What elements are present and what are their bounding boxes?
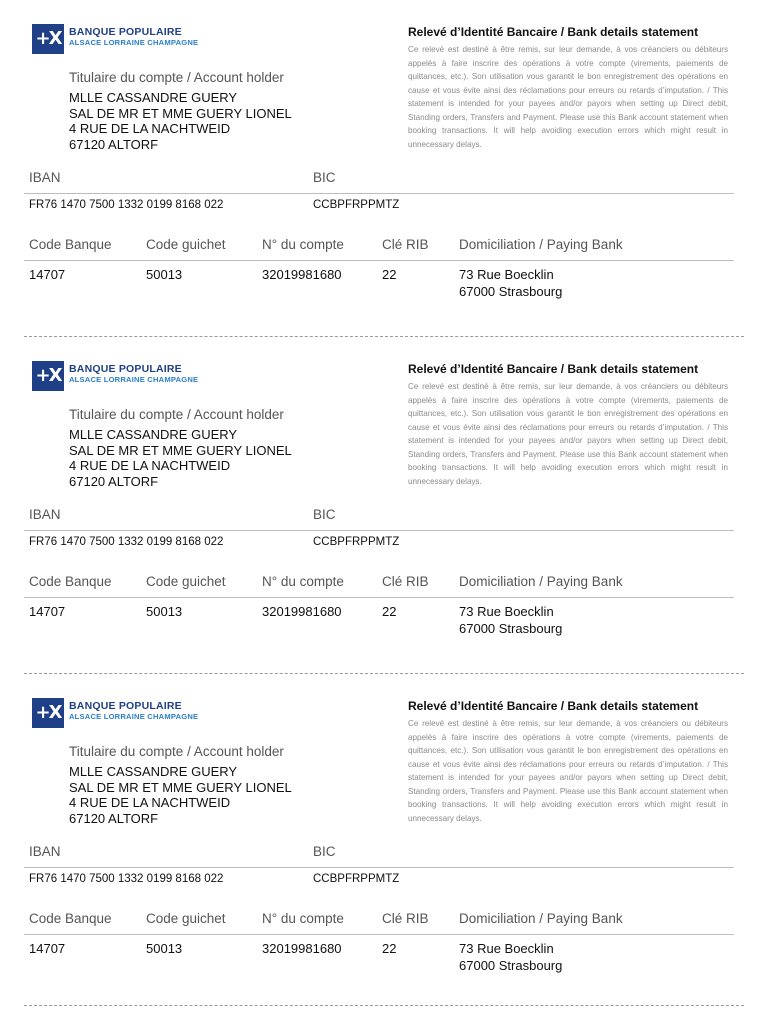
domiciliation-line1: 73 Rue Boecklin xyxy=(459,267,554,282)
account-number-label: N° du compte xyxy=(262,574,344,589)
code-guichet-value: 50013 xyxy=(146,941,183,956)
holder-line: 67120 ALTORF xyxy=(69,136,159,152)
statement-body: Ce relevé est destiné à être remis, sur leur demande, à vos créanciers ou débiteurs appelés à faire inscrire des opérations à votre compte (virements, paiements de quittances, etc.). Son utilisation vous garantit le bon enregistrement des opérations en cause et vous évite ainsi des réclamations pour erreurs ou retards d’imputation. / This statement is intended for your payees and/or payors when setting up Direct debit, Standing orders, Transfers and Payment. Please use this Bank account statement when booking transactions. It will help avoiding execution errors which might result in unnecessary delays. xyxy=(408,382,728,486)
statement-title: Relevé d’Identité Bancaire / Bank details statement xyxy=(408,699,699,713)
code-guichet-value: 50013 xyxy=(146,267,183,282)
holder-line: MLLE CASSANDRE GUERY xyxy=(69,90,238,105)
domiciliation-label: Domiciliation / Paying Bank xyxy=(459,574,623,589)
bank-name-line1: BANQUE POPULAIRE xyxy=(69,363,182,375)
code-banque-label: Code Banque xyxy=(29,574,112,589)
statement-body: Ce relevé est destiné à être remis, sur leur demande, à vos créanciers ou débiteurs appelés à faire inscrire des opérations à votre compte (virements, paiements de quittances, etc.). Son utilisation vous garantit le bon enregistrement des opérations en cause et vous évite ainsi des réclamations pour erreurs ou retards d’imputation. / This statement is intended for your payees and/or payors when setting up Direct debit, Standing orders, Transfers and Payment. Please use this Bank account statement when booking transactions. It will help avoiding execution errors which might result in unnecessary delays. xyxy=(408,719,728,823)
holder-label: Titulaire du compte / Account holder xyxy=(69,744,284,759)
logo-mark-text: +X xyxy=(35,365,61,386)
bic-value: CCBPFRPPMTZ xyxy=(313,199,400,211)
domiciliation-label: Domiciliation / Paying Bank xyxy=(459,237,623,252)
bic-label: BIC xyxy=(313,844,336,859)
holder-line: SAL DE MR ET MME GUERY LIONEL xyxy=(69,442,292,458)
domiciliation-line1: 73 Rue Boecklin xyxy=(459,604,554,619)
code-banque-label: Code Banque xyxy=(29,911,112,926)
rib-key-value: 22 xyxy=(382,604,397,619)
statement-body: Ce relevé est destiné à être remis, sur leur demande, à vos créanciers ou débiteurs appelés à faire inscrire des opérations à votre compte (virements, paiements de quittances, etc.). Son utilisation vous garantit le bon enregistrement des opérations en cause et vous évite ainsi des réclamations pour erreurs ou retards d’imputation. / This statement is intended for your payees and/or payors when setting up Direct debit, Standing orders, Transfers and Payment. Please use this Bank account statement when booking transactions. It will help avoiding execution errors which might result in unnecessary delays. xyxy=(408,45,728,149)
divider xyxy=(24,193,734,194)
iban-label: IBAN xyxy=(29,170,61,185)
account-number-value: 32019981680 xyxy=(262,267,342,282)
holder-line: 67120 ALTORF xyxy=(69,810,159,826)
bank-logo-icon xyxy=(32,698,64,728)
code-guichet-label: Code guichet xyxy=(146,574,226,589)
bank-name-line2: ALSACE LORRAINE CHAMPAGNE xyxy=(69,38,199,47)
code-banque-label: Code Banque xyxy=(29,237,112,252)
account-number-value: 32019981680 xyxy=(262,604,342,619)
rib-copy-2 xyxy=(0,337,768,674)
holder-line: 4 RUE DE LA NACHTWEID xyxy=(69,121,231,136)
rib-copy-3 xyxy=(0,674,768,1011)
domiciliation-line2: 67000 Strasbourg xyxy=(459,621,563,636)
bic-label: BIC xyxy=(313,170,336,185)
bank-name-line1: BANQUE POPULAIRE xyxy=(69,700,182,712)
bic-value: CCBPFRPPMTZ xyxy=(313,536,400,548)
bank-logo xyxy=(32,696,232,730)
divider xyxy=(24,934,734,935)
code-guichet-label: Code guichet xyxy=(146,911,226,926)
bank-logo-icon xyxy=(32,24,64,54)
iban-value: FR76 1470 7500 1332 0199 8168 022 xyxy=(29,536,224,548)
domiciliation-line2: 67000 Strasbourg xyxy=(459,284,563,299)
holder-line: 67120 ALTORF xyxy=(69,473,159,489)
domiciliation-line1: 73 Rue Boecklin xyxy=(459,941,554,956)
account-number-label: N° du compte xyxy=(262,237,344,252)
holder-line: 4 RUE DE LA NACHTWEID xyxy=(69,795,231,810)
holder-line: MLLE CASSANDRE GUERY xyxy=(69,764,238,779)
holder-line: MLLE CASSANDRE GUERY xyxy=(69,427,238,442)
bank-name-line2: ALSACE LORRAINE CHAMPAGNE xyxy=(69,712,199,721)
holder-label: Titulaire du compte / Account holder xyxy=(69,407,284,422)
rib-key-value: 22 xyxy=(382,941,397,956)
iban-label: IBAN xyxy=(29,844,61,859)
iban-value: FR76 1470 7500 1332 0199 8168 022 xyxy=(29,199,224,211)
domiciliation-line2: 67000 Strasbourg xyxy=(459,958,563,973)
rib-key-label: Clé RIB xyxy=(382,911,429,926)
code-guichet-label: Code guichet xyxy=(146,237,226,252)
bank-logo xyxy=(32,359,232,393)
divider xyxy=(24,597,734,598)
bic-label: BIC xyxy=(313,507,336,522)
holder-line: SAL DE MR ET MME GUERY LIONEL xyxy=(69,105,292,121)
bank-name-line1: BANQUE POPULAIRE xyxy=(69,26,182,38)
divider xyxy=(24,530,734,531)
holder-line: 4 RUE DE LA NACHTWEID xyxy=(69,458,231,473)
holder-line: SAL DE MR ET MME GUERY LIONEL xyxy=(69,779,292,795)
holder-address xyxy=(69,90,292,152)
holder-address xyxy=(69,427,292,489)
code-banque-value: 14707 xyxy=(29,267,66,282)
bank-logo xyxy=(32,22,232,56)
code-banque-value: 14707 xyxy=(29,604,66,619)
holder-label: Titulaire du compte / Account holder xyxy=(69,70,284,85)
logo-mark-text: +X xyxy=(35,702,61,723)
iban-value: FR76 1470 7500 1332 0199 8168 022 xyxy=(29,873,224,885)
account-number-value: 32019981680 xyxy=(262,941,342,956)
bank-logo-icon xyxy=(32,361,64,391)
holder-address xyxy=(69,764,292,826)
cut-line xyxy=(24,1005,744,1006)
bank-name-line2: ALSACE LORRAINE CHAMPAGNE xyxy=(69,375,199,384)
logo-mark-text: +X xyxy=(35,28,61,49)
code-banque-value: 14707 xyxy=(29,941,66,956)
account-number-label: N° du compte xyxy=(262,911,344,926)
rib-key-value: 22 xyxy=(382,267,397,282)
code-guichet-value: 50013 xyxy=(146,604,183,619)
rib-copy-1 xyxy=(0,0,768,337)
rib-key-label: Clé RIB xyxy=(382,574,429,589)
iban-label: IBAN xyxy=(29,507,61,522)
domiciliation-label: Domiciliation / Paying Bank xyxy=(459,911,623,926)
statement-title: Relevé d’Identité Bancaire / Bank details statement xyxy=(408,25,699,39)
statement-title: Relevé d’Identité Bancaire / Bank details statement xyxy=(408,362,699,376)
rib-key-label: Clé RIB xyxy=(382,237,429,252)
divider xyxy=(24,260,734,261)
bic-value: CCBPFRPPMTZ xyxy=(313,873,400,885)
divider xyxy=(24,867,734,868)
